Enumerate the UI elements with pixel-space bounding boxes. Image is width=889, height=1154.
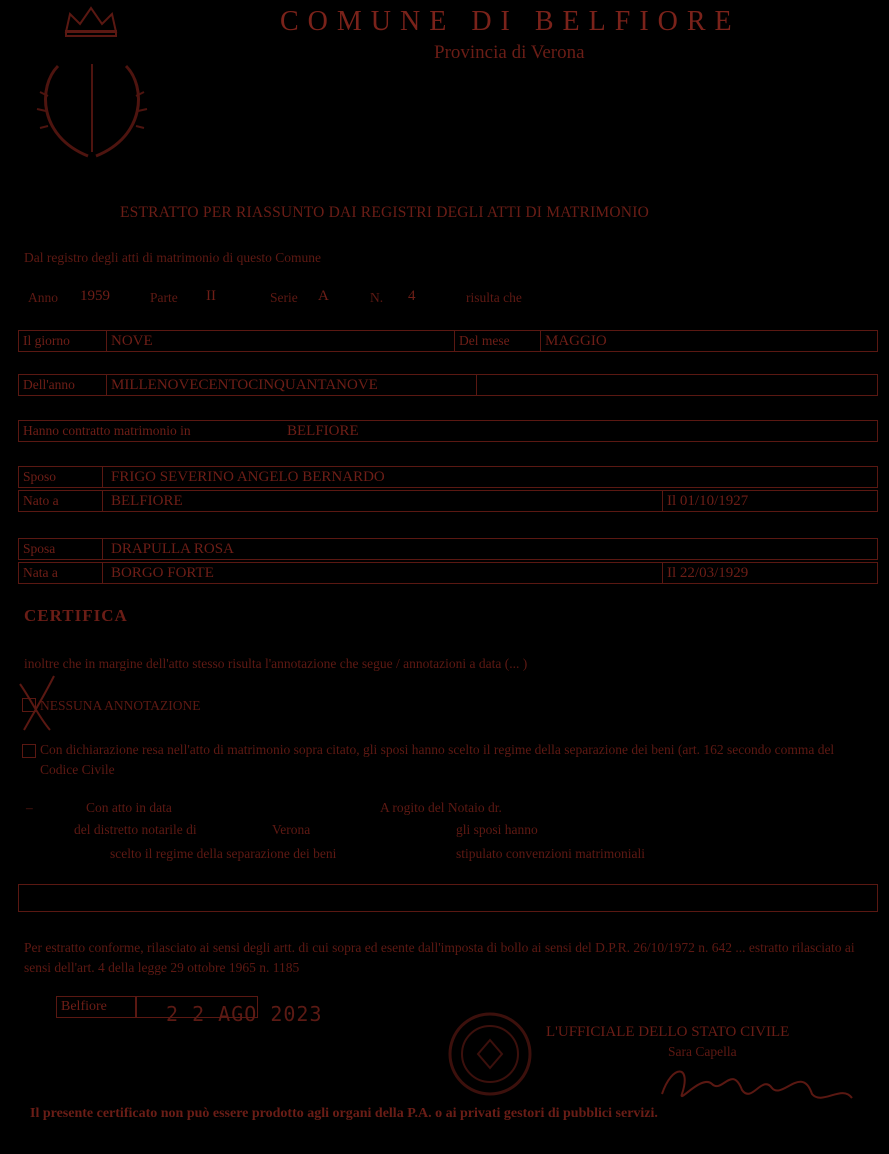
serie-label: Serie [270, 290, 298, 305]
declaration-checkbox [22, 744, 36, 758]
registry-suffix: risulta che [466, 290, 522, 305]
province-label: Provincia di Verona [434, 42, 585, 63]
crown-emblem-icon [62, 4, 120, 38]
document-heading: ESTRATTO PER RIASSUNTO DAI REGISTRI DEGLI ATTI DI MATRIMONIO [120, 204, 649, 221]
anno-matrimonio-label: Dell'anno [19, 375, 107, 395]
numero-value: 4 [408, 288, 416, 304]
officer-title: L'UFFICIALE DELLO STATO CIVILE [546, 1024, 790, 1040]
spouse1-birth-label: Nato a [19, 491, 103, 511]
certifica-heading: CERTIFICA [24, 606, 128, 625]
spouse2-birthplace: BORGO FORTE [103, 563, 663, 583]
place-label: Hanno contratto matrimonio in [23, 423, 191, 438]
stamp-duty-text: Per estratto conforme, rilasciato ai sensi degli artt. di cui sopra ed esente dall'imposta di bollo ai sensi del D.P.R. 26/10/1972 n. 642 ... estratto rilasciato ai sensi dell'art. 4 della legge 29 ottobre 1965 n. 1185 [24, 940, 855, 975]
giorno-label: Il giorno [19, 331, 107, 351]
town-title: COMUNE DI BELFIORE [280, 6, 741, 37]
serie-value: A [318, 288, 329, 304]
parte-label: Parte [150, 290, 178, 305]
convention-line2-right: gli sposi hanno [456, 822, 538, 837]
marriage-day-row [18, 330, 878, 352]
declaration-text: Con dichiarazione resa nell'atto di matrimonio sopra citato, gli sposi hanno scelto il regime della separazione dei beni (art. 162 secondo comma del Codice Civile [40, 742, 835, 777]
convention-bullet: – [26, 800, 33, 815]
spouse2-role: Sposa [19, 539, 103, 559]
issue-place: Belfiore [61, 999, 107, 1014]
anno-matrimonio-value: MILLENOVECENTOCINQUANTANOVE [107, 375, 477, 395]
signature-icon [652, 1054, 862, 1114]
convention-line2-mid: Verona [272, 822, 311, 837]
mese-label: Del mese [455, 331, 541, 351]
convention-line3-left: scelto il regime della separazione dei beni [110, 846, 337, 861]
issue-date-stamp: 2 2 AGO 2023 [166, 1002, 323, 1026]
parte-value: II [206, 288, 216, 304]
spouse1-name-row [18, 466, 878, 488]
annotations-intro: inoltre che in margine dell'atto stesso risulta l'annotazione che segue / annotazioni a data (... ) [24, 656, 528, 671]
wreath-emblem-icon [28, 56, 156, 166]
intro-text: Dal registro degli atti di matrimonio di questo Comune [24, 250, 321, 265]
spouse1-birth-row [18, 490, 878, 512]
spouse2-birth-label: Nata a [19, 563, 103, 583]
place-row [18, 420, 878, 442]
mese-value: MAGGIO [545, 333, 607, 349]
footer-notice: Il presente certificato non può essere prodotto agli organi della P.A. o ai privati gestori di pubblici servizi. [30, 1106, 658, 1121]
anno-value: 1959 [80, 288, 110, 304]
place-value: BELFIORE [287, 423, 359, 439]
convention-line2-left: del distretto notarile di [74, 822, 197, 837]
anno-label: Anno [28, 290, 58, 305]
spouse2-birth-row [18, 562, 878, 584]
spouse1-name: FRIGO SEVERINO ANGELO BERNARDO [111, 469, 385, 485]
annotation-box [18, 884, 878, 912]
spouse1-birthdate: Il 01/10/1927 [667, 493, 749, 509]
numero-label: N. [370, 290, 384, 305]
spouse2-name-row [18, 538, 878, 560]
convention-line1-right: A rogito del Notaio dr. [380, 800, 502, 815]
issue-place-box [56, 996, 136, 1018]
spouse2-birthdate: Il 22/03/1929 [667, 565, 749, 581]
no-annotation-label: NESSUNA ANNOTAZIONE [40, 698, 201, 713]
official-seal-icon [446, 1010, 534, 1098]
marriage-year-row [18, 374, 878, 396]
spouse1-role: Sposo [19, 467, 103, 487]
convention-line1-left: Con atto in data [86, 800, 172, 815]
spouse2-name: DRAPULLA ROSA [111, 541, 234, 557]
giorno-value: NOVE [107, 331, 455, 351]
officer-name: Sara Capella [668, 1044, 737, 1059]
convention-line3-right: stipulato convenzioni matrimoniali [456, 846, 645, 861]
spouse1-birthplace: BELFIORE [103, 491, 663, 511]
